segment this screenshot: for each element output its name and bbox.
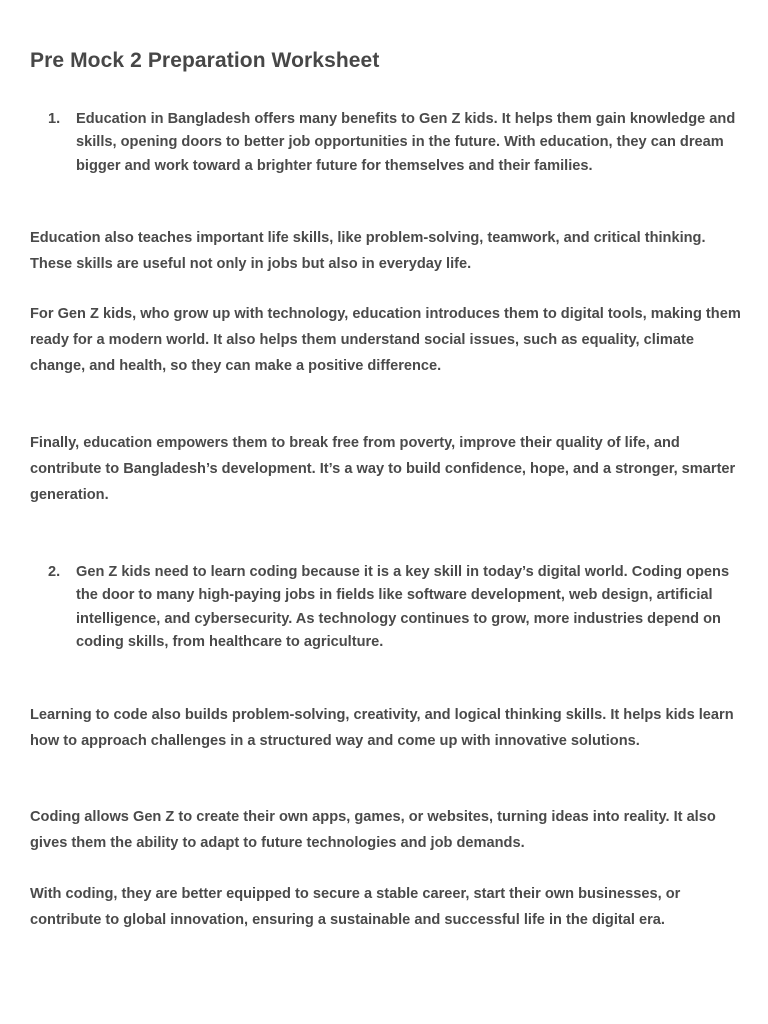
list-item-2 — [30, 561, 746, 655]
paragraph: Coding allows Gen Z to create their own apps, games, or websites, turning ideas into reality. It also gives them the ability to adapt to future technologies and job demands. — [30, 809, 716, 851]
page-title: Pre Mock 2 Preparation Worksheet — [30, 49, 380, 72]
paragraph: Education also teaches important life skills, like problem-solving, teamwork, and critical thinking. These skills are useful not only in jobs but also in everyday life. — [30, 230, 706, 272]
list-item-text: Education in Bangladesh offers many benefits to Gen Z kids. It helps them gain knowledge and skills, opening doors to better job opportunities in the future. With education, they can dream bigger and work toward a brighter future for themselves and their families. — [76, 111, 736, 174]
paragraph: With coding, they are better equipped to secure a stable career, start their own businesses, or contribute to global innovation, ensuring a sustainable and successful life in the digital era. — [30, 886, 681, 928]
paragraph: For Gen Z kids, who grow up with technology, education introduces them to digital tools, making them ready for a modern world. It also helps them understand social issues, such as equality, climate change, and health, so they can make a positive difference. — [30, 306, 741, 374]
paragraph: Finally, education empowers them to break free from poverty, improve their quality of life, and contribute to Bangladesh’s development. It’s a way to build confidence, hope, and a stronger, smarter generation. — [30, 435, 736, 503]
paragraph: Learning to code also builds problem-solving, creativity, and logical thinking skills. It helps kids learn how to approach challenges in a structured way and come up with innovative solutions. — [30, 707, 734, 749]
list-item-1 — [30, 108, 746, 178]
list-item-text: Gen Z kids need to learn coding because it is a key skill in today’s digital world. Coding opens the door to many high-paying jobs in fields like software development, web design, artificial intelligence, and cybersecurity. As technology continues to grow, more industries depend on coding skills, from healthcare to agriculture. — [76, 564, 730, 651]
list-number: 1. — [48, 111, 61, 127]
list-number: 2. — [48, 564, 61, 580]
